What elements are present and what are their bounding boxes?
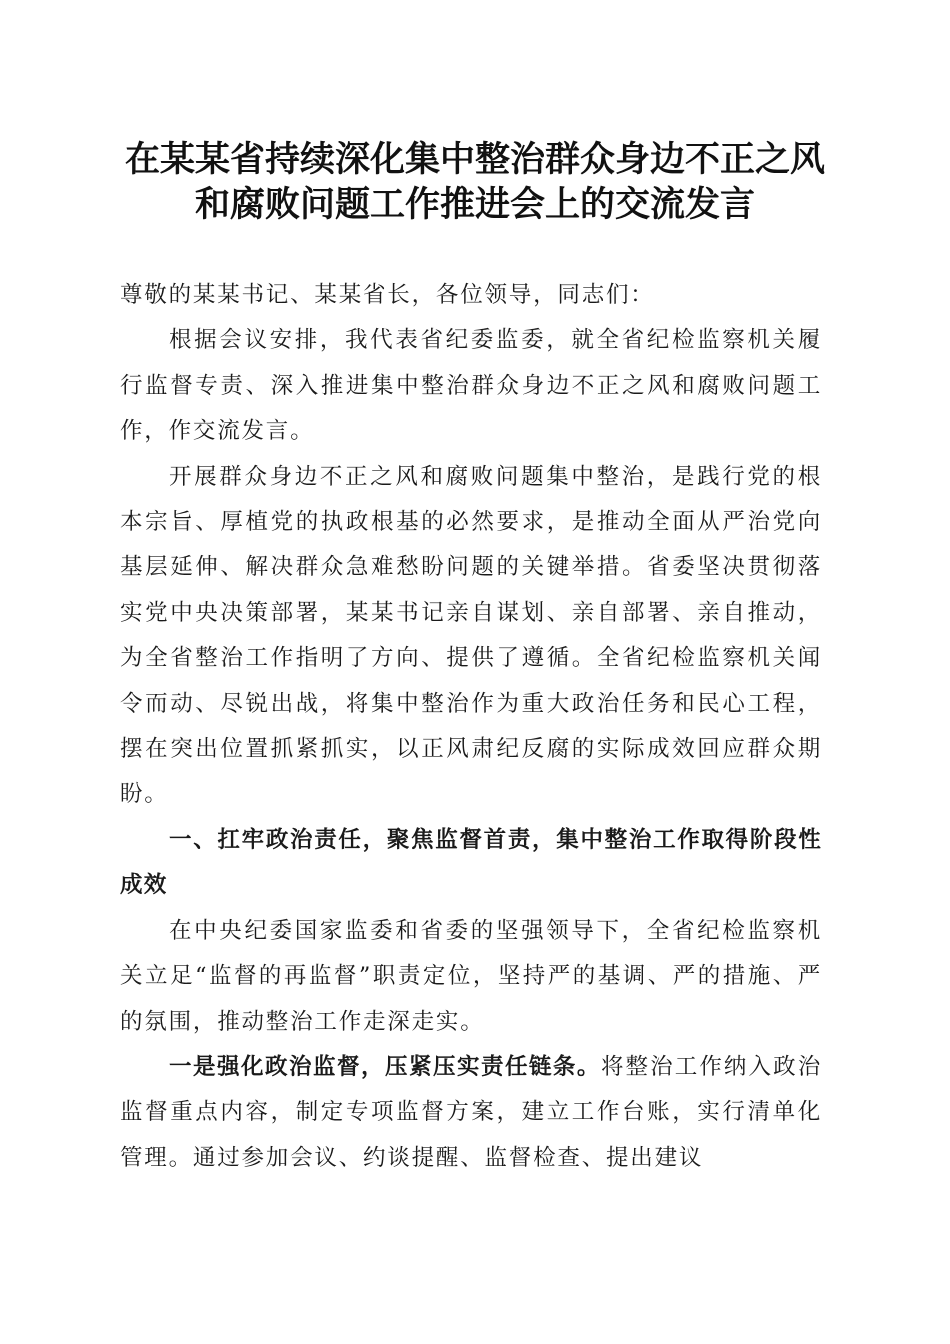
point-1-text: 将整治工作纳入政治监督重点内容，制定专项监督方案，建立工作台账，实行清单化管理。通过参加会议、约谈提醒、监督检查、提出建议: [120, 1053, 823, 1171]
point-1-lead: 一是强化政治监督，压紧压实责任链条。: [169, 1053, 601, 1080]
paragraph-intro: 根据会议安排，我代表省纪委监委，就全省纪检监察机关履行监督专责、深入推进集中整治群众身边不正之风和腐败问题工作，作交流发言。: [120, 327, 822, 445]
document-title-line-2: 和腐败问题工作推进会上的交流发言: [194, 185, 755, 225]
paragraph-point-1: [120, 1045, 822, 1181]
section-heading-1: 一、扛牢政治责任，聚焦监督首责，集中整治工作取得阶段性成效: [120, 826, 822, 899]
salutation: 尊敬的某某书记、某某省长，各位领导，同志们：: [120, 282, 655, 308]
paragraph-section-1-intro: 在中央纪委国家监委和省委的坚强领导下，全省纪检监察机关立足“监督的再监督”职责定位，坚持严的基调、严的措施、严的氛围，推动整治工作走深走实。: [120, 917, 822, 1035]
paragraph-background: 开展群众身边不正之风和腐败问题集中整治，是践行党的根本宗旨、厚植党的执政根基的必然要求，是推动全面从严治党向基层延伸、解决群众急难愁盼问题的关键举措。省委坚决贯彻落实党中央决策部署，某某书记亲自谋划、亲自部署、亲自推动，为全省整治工作指明了方向、提供了遵循。全省纪检监察机关闻令而动、尽锐出战，将集中整治作为重大政治任务和民心工程，摆在突出位置抓紧抓实，以正风肃纪反腐的实际成效回应群众期盼。: [120, 463, 822, 808]
document-title-line-1: 在某某省持续深化集中整治群众身边不正之风: [124, 140, 825, 180]
document-body: [120, 273, 822, 1181]
